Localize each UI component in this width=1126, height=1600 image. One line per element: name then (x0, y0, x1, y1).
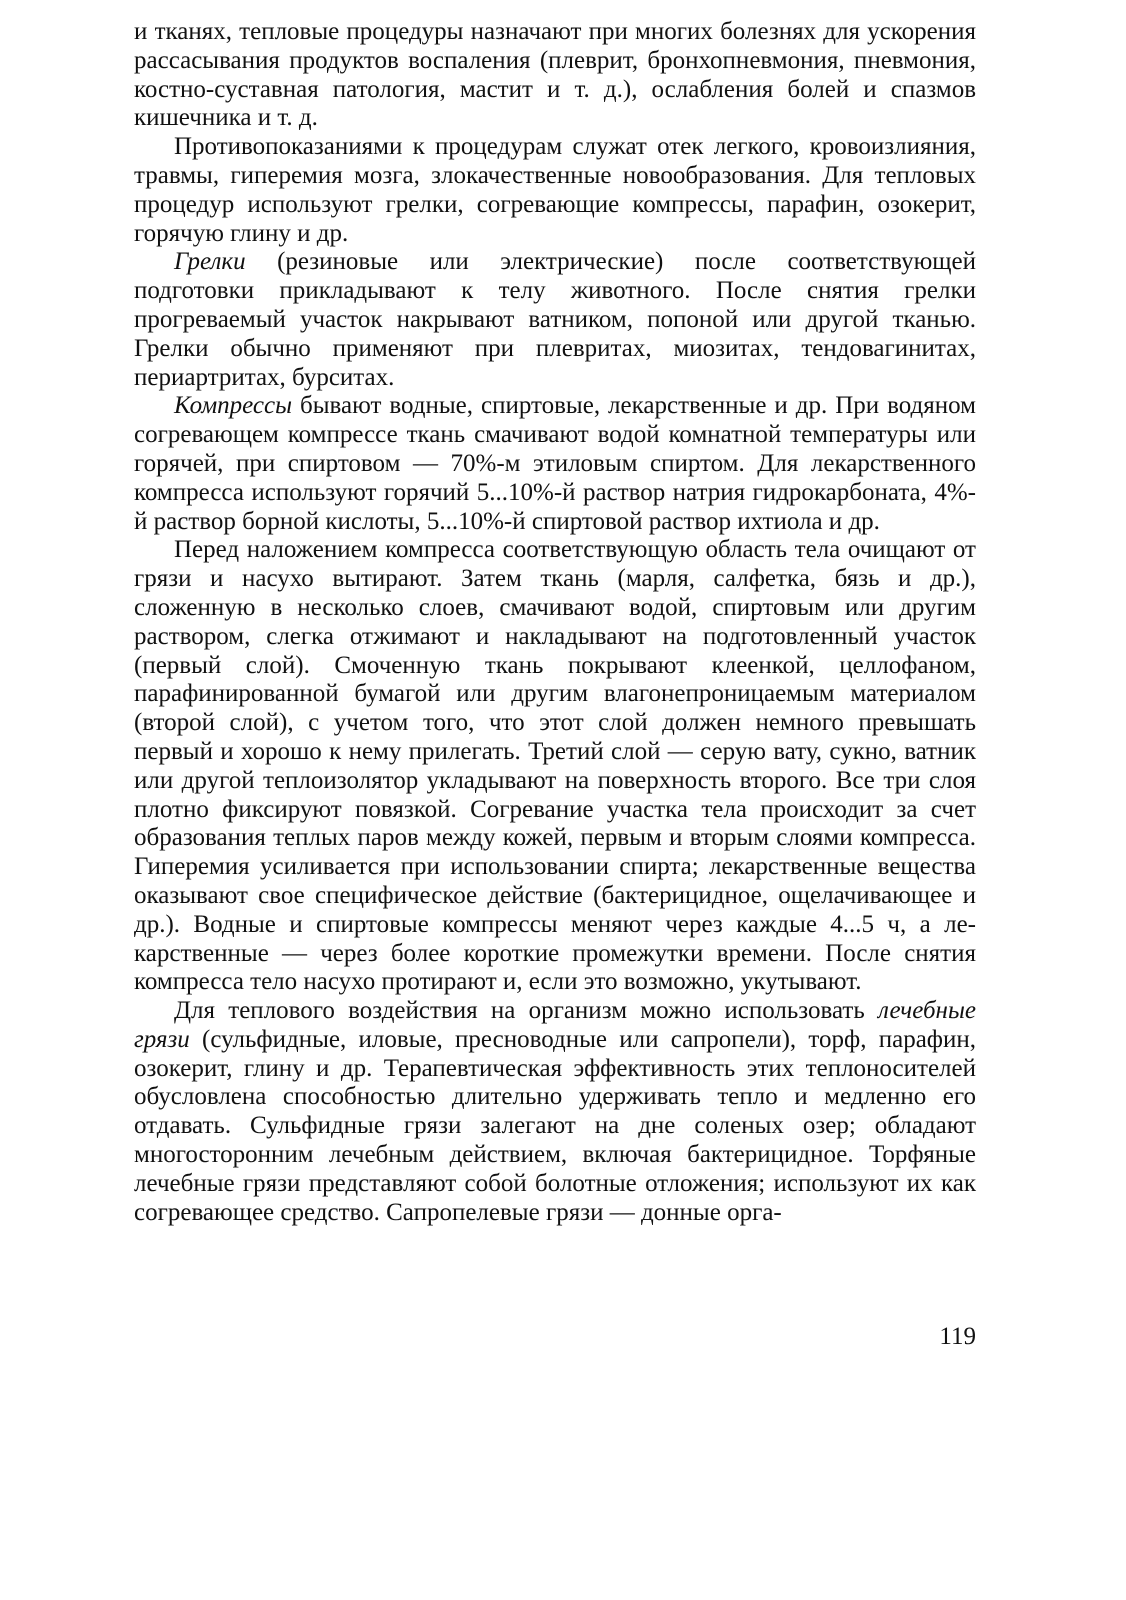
term-therapeutic-mud: лечебные грязи (134, 997, 976, 1053)
text-segment: Противопоказаниями к процедурам служат отек легкого, кровоизлияния, травмы, гиперемия мозга, злокачественные новообразования. Для тепловых процедур используют грелки, согревающие компрессы, парафин, озокерит, горячую глину и др. (134, 133, 976, 247)
paragraph-compresses (134, 392, 976, 536)
paragraph-compress-procedure (134, 536, 976, 997)
text-segment: и тканях, тепловые процедуры назначают при многих болезнях для ускорения рассасывания продуктов воспаления (плеврит, бронхопневмония, пневмония, костно-суставная патология, мастит и т. д.), ослабления болей и спазмов кишечника и т. д. (134, 18, 976, 132)
paragraph-continuation (134, 18, 976, 133)
term-compresses: Компрессы (174, 392, 293, 420)
text-segment: Для теплового воздействия на организм можно использовать (174, 997, 878, 1025)
paragraph-therapeutic-mud (134, 997, 976, 1227)
text-segment: бывают водные, спиртовые, лекарственные и др. При водяном согревающем компрессе ткань смачивают водой комнатной температуры или горячей, при спиртовом — 70%-м этиловым спиртом. Для лекарственного компресса используют горячий 5...10%-й раствор натрия гидрокарбоната, 4%-й раствор борной кислоты, 5...10%-й спиртовой раствор ихтиола и др. (134, 392, 976, 535)
term-heating-pads: Грелки (174, 248, 246, 276)
text-segment: (сульфидные, иловые, пресноводные или сапропели), торф, парафин, озокерит, глину и др. Терапевтическая эффективность этих теплоносителей обусловлена способностью длительно удерживать тепло и медленно его отдавать. Сульфидные грязи залегают на дне соленых озер; обладают многосторонним лечебным действием, включая бактерицидное. Торфяные лечебные грязи представляют собой болотные отложения; используют их как согревающее средство. Сапропелевые грязи — донные орга- (134, 1025, 976, 1226)
text-column (134, 18, 976, 1227)
text-segment: (резиновые или электрические) после соответствующей подготовки прикладывают к телу животного. После снятия грелки прогреваемый участок накрывают ватником, попоной или другой тканью. Грелки обычно применяют при плевритах, миозитах, тендовагинитах, периартритах, бурситах. (134, 248, 976, 391)
text-segment: Перед наложением компресса соответствующую область тела очищают от грязи и насухо вытирают. Затем ткань (марля, салфетка, бязь и др.), сложенную в несколько слоев, смачивают водой, спиртовым или другим раствором, слегка отжимают и накладывают на подготовленный участок (первый слой). Смоченную ткань покрывают клеенкой, целлофаном, парафинированной бумагой или другим влагонепроницаемым материалом (второй слой), с учетом того, что этот слой должен немного превышать первый и хорошо к нему прилегать. Третий слой — серую вату, сукно, ватник или другой теплоизолятор укладывают на поверхность второго. Все три слоя плотно фиксируют повязкой. Согревание участка тела происходит за счет образования теплых паров между кожей, первым и вторым слоями компресса. Гиперемия усиливается при использовании спирта; лекарственные вещества оказывают свое специфическое действие (бактерицидное, ощелачивающее и др.). Водные и спиртовые компрессы меняют через каждые 4...5 ч, а лекарственные — через более короткие промежутки времени. После снятия компресса тело насухо протирают и, если это возможно, укутывают. (134, 536, 976, 996)
page-number: 119 (939, 1323, 976, 1350)
paragraph-heating-pads (134, 248, 976, 392)
paragraph-contraindications (134, 133, 976, 248)
